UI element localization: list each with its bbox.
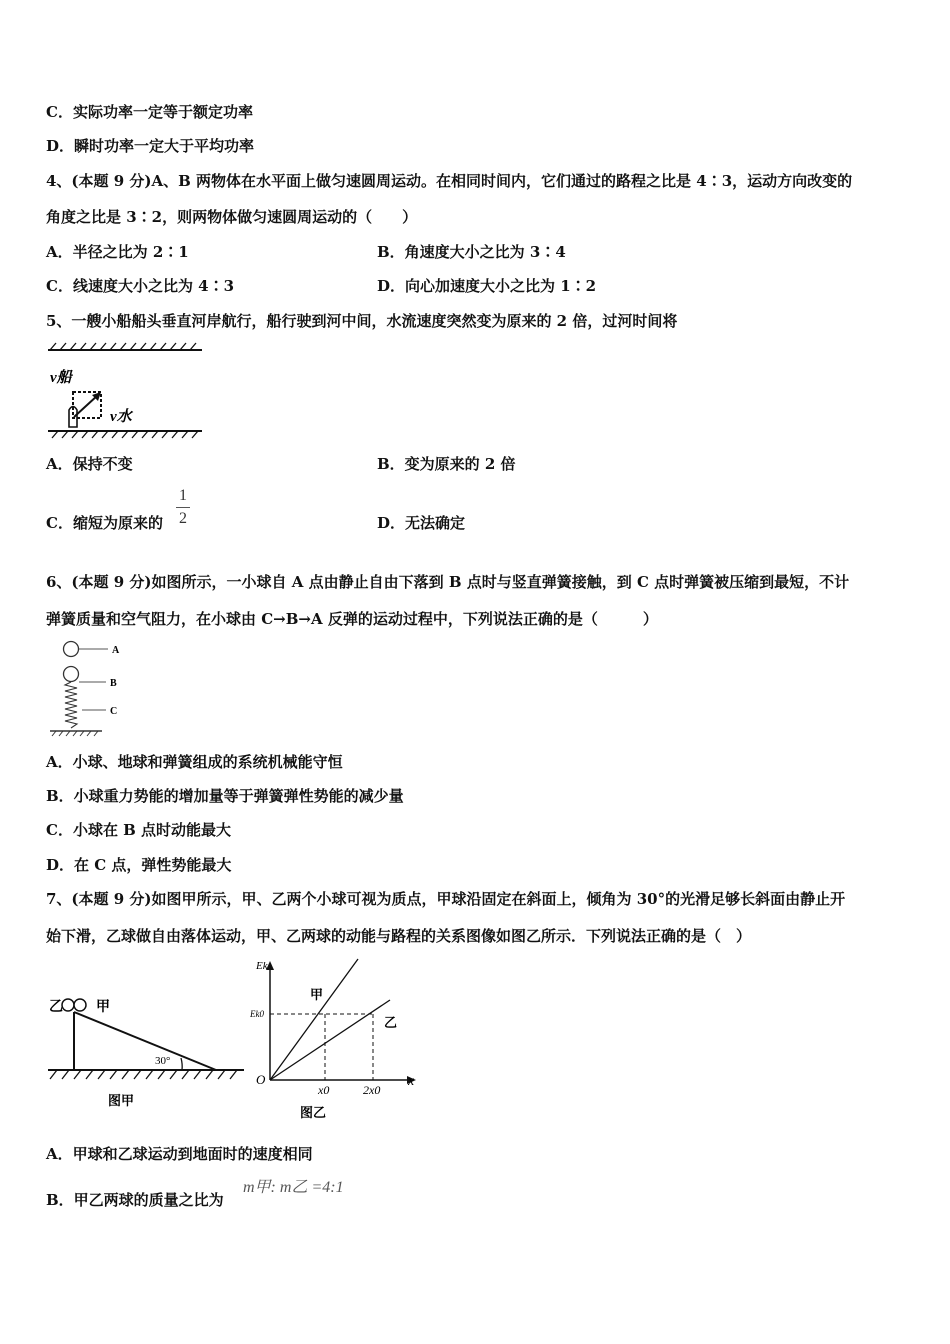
v-boat-label: v船 <box>50 370 72 386</box>
q4-option-b: B．角速度大小之比为 3∶4 <box>377 243 566 261</box>
q4-option-c: C．线速度大小之比为 4∶3 <box>46 277 235 295</box>
q4-stem-line2: 角度之比是 3∶2，则两物体做匀速圆周运动的（ ） <box>46 208 418 226</box>
q4-stem-line1: 4、(本题 9 分)A、B 两物体在水平面上做匀速圆周运动。在相同时间内，它们通过的路程之比是 4∶3，运动方向改变的 <box>46 172 853 190</box>
ball-a <box>64 642 79 657</box>
svg-text:Ek0: Ek0 <box>250 1009 264 1019</box>
q7-option-a: A．甲球和乙球运动到地面时的速度相同 <box>46 1145 313 1163</box>
q7-figure-graph <box>250 955 425 1125</box>
svg-text:图甲: 图甲 <box>108 1093 135 1108</box>
q7-option-b: B．甲乙两球的质量之比为 <box>46 1191 224 1209</box>
q5-stem: 5、一艘小船船头垂直河岸航行，船行驶到河中间，水流速度突然变为原来的 2 倍，过河时间将 <box>46 312 678 330</box>
svg-text:乙: 乙 <box>384 1015 398 1030</box>
svg-text:Ek: Ek <box>256 960 268 972</box>
v-water-label: v水 <box>110 409 132 425</box>
line-jia <box>270 959 358 1080</box>
q7-figure-incline <box>44 992 248 1112</box>
ball-b <box>64 667 79 682</box>
q5-option-b: B．变为原来的 2 倍 <box>377 455 516 473</box>
svg-text:甲: 甲 <box>96 1000 110 1015</box>
q7-mass-ratio: m甲: m乙 =4:1 <box>243 1179 344 1196</box>
svg-text:30°: 30° <box>155 1055 171 1067</box>
line-yi <box>270 1000 390 1080</box>
q6-stem-line2: 弹簧质量和空气阻力，在小球由 C→B→A 反弹的运动过程中，下列说法正确的是（ ） <box>46 610 658 628</box>
q5-option-a: A．保持不变 <box>46 455 133 473</box>
q4-option-d: D．向心加速度大小之比为 1∶2 <box>377 277 597 295</box>
q5-river-figure <box>44 340 208 440</box>
q3-option-d: D．瞬时功率一定大于平均功率 <box>46 137 255 155</box>
spring-icon <box>65 682 77 728</box>
q6-spring-figure <box>44 636 134 740</box>
q5-fraction-numerator: 1 <box>179 487 187 504</box>
ball-jia <box>74 999 86 1011</box>
q7-stem-line2: 始下滑，乙球做自由落体运动，甲、乙两球的动能与路程的关系图像如图乙所示．下列说法正确的是（ ） <box>46 927 752 945</box>
q6-option-b: B．小球重力势能的增加量等于弹簧弹性势能的减少量 <box>46 787 404 805</box>
svg-text:x: x <box>408 1074 415 1089</box>
svg-text:O: O <box>256 1072 266 1087</box>
svg-text:乙: 乙 <box>49 1000 63 1015</box>
q7-stem-line1: 7、(本题 9 分)如图甲所示，甲、乙两个小球可视为质点，甲球沿固定在斜面上，倾角为 30°的光滑足够长斜面由静止开 <box>46 890 846 908</box>
q6-option-a: A．小球、地球和弹簧组成的系统机械能守恒 <box>46 753 343 771</box>
q6-option-d: D．在 C 点，弹性势能最大 <box>46 856 232 874</box>
svg-text:图乙: 图乙 <box>300 1105 327 1120</box>
svg-text:2x0: 2x0 <box>363 1083 381 1097</box>
q6-option-c: C．小球在 B 点时动能最大 <box>46 821 232 839</box>
svg-text:甲: 甲 <box>310 987 324 1002</box>
q6-stem-line1: 6、(本题 9 分)如图所示，一小球自 A 点由静止自由下落到 B 点时与竖直弹簧接触，到 C 点时弹簧被压缩到最短，不计 <box>46 573 850 591</box>
q4-option-a: A．半径之比为 2∶1 <box>46 243 189 261</box>
q5-fraction <box>176 486 190 529</box>
q5-fraction-denominator: 2 <box>179 510 187 527</box>
q5-option-c: C．缩短为原来的 <box>46 514 163 532</box>
svg-text:A: A <box>112 645 120 656</box>
svg-text:C: C <box>110 706 118 717</box>
q3-option-c: C．实际功率一定等于额定功率 <box>46 103 253 121</box>
svg-text:x0: x0 <box>318 1083 330 1097</box>
ball-yi <box>62 999 74 1011</box>
q5-option-d: D．无法确定 <box>377 514 466 532</box>
svg-text:B: B <box>110 678 117 689</box>
